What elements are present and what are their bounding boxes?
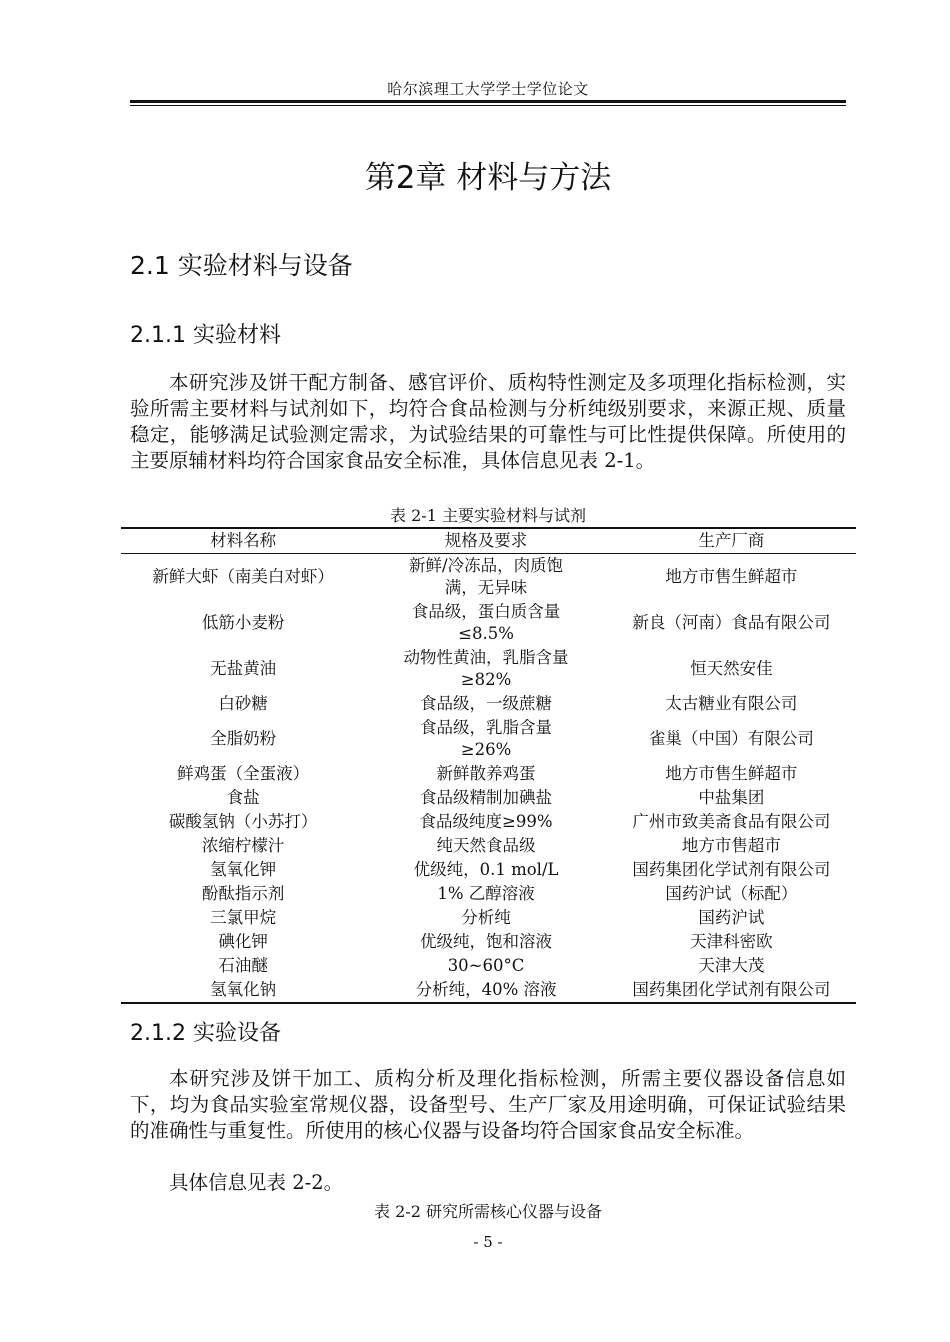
column-header: 生产厂商 (607, 528, 856, 554)
table-cell: 食品级，乳脂含量≥26% (420, 718, 553, 759)
table-row (121, 600, 856, 646)
table-row (121, 810, 856, 834)
table-cell: 天津大茂 (698, 956, 765, 975)
table-cell: 碳酸氢钠（小苏打） (168, 812, 318, 831)
equipment-paragraph-2: 具体信息见表 2-2。 (169, 1171, 344, 1194)
table-cell: 国药集团化学试剂有限公司 (607, 978, 856, 1003)
table-cell: 碘化钾 (218, 932, 268, 951)
table-cell: 动物性黄油，乳脂含量≥82% (403, 648, 569, 689)
table-cell: 雀巢（中国）有限公司 (648, 729, 814, 748)
table-row (121, 786, 856, 810)
table-row (121, 906, 856, 930)
table-caption-equipment: 表 2-2 研究所需核心仪器与设备 (374, 1202, 602, 1221)
chapter-title: 第2章 材料与方法 (364, 160, 612, 196)
table-cell: 恒天然安佳 (690, 659, 773, 678)
table-cell: 全脂奶粉 (210, 729, 277, 748)
subsection-title-materials: 2.1.1 实验材料 (130, 323, 281, 348)
table-cell: 纯天然食品级 (436, 836, 536, 855)
table-cell: 国药沪试 (698, 908, 765, 927)
table-cell: 地方市售超市 (681, 836, 781, 855)
table-cell: 分析纯，40% 溶液 (365, 978, 607, 1003)
table-cell: 食盐 (226, 788, 260, 807)
table-cell: 浓缩柠檬汁 (201, 836, 285, 855)
section-title: 2.1 实验材料与设备 (130, 251, 353, 280)
page-number: - 5 - (473, 1233, 503, 1251)
table-cell: 新良（河南）食品有限公司 (632, 613, 831, 632)
table-cell: 低筋小麦粉 (201, 613, 285, 632)
table-cell: 30~60°C (447, 956, 525, 975)
table-row (121, 882, 856, 906)
table-cell: 食品级，一级蔗糖 (420, 694, 553, 713)
table-cell: 石油醚 (218, 956, 268, 975)
table-cell: 无盐黄油 (210, 659, 277, 678)
column-header: 规格及要求 (365, 528, 607, 554)
table-cell: 白砂糖 (218, 694, 268, 713)
table-cell: 酚酞指示剂 (201, 884, 285, 903)
table-row (121, 858, 856, 882)
header-rule (130, 100, 846, 103)
page-header: 哈尔滨理工大学学士学位论文 (387, 80, 589, 98)
table-cell: 新鲜大虾（南美白对虾） (152, 567, 334, 586)
table-cell: 地方市售生鲜超市 (665, 567, 798, 586)
column-header: 材料名称 (121, 528, 365, 554)
table-cell: 国药沪试（标配） (665, 884, 798, 903)
subsection-title-equipment: 2.1.2 实验设备 (130, 1021, 281, 1046)
table-cell: 鲜鸡蛋（全蛋液） (177, 764, 310, 783)
table-cell: 地方市售生鲜超市 (665, 764, 798, 783)
table-cell: 食品级纯度≥99% (419, 812, 553, 831)
materials-table (121, 527, 856, 1004)
table-row (121, 646, 856, 692)
table-cell: 氢氧化钠 (121, 978, 365, 1003)
table-row (121, 978, 856, 1003)
table-cell: 三氯甲烷 (210, 908, 277, 927)
table-cell: 天津科密欧 (690, 932, 773, 951)
table-header-row (121, 528, 856, 554)
table-row (121, 554, 856, 601)
table-row (121, 762, 856, 786)
table-cell: 优级纯，0.1 mol/L (413, 860, 559, 879)
table-cell: 中盐集团 (698, 788, 765, 807)
materials-paragraph: 本研究涉及饼干配方制备、感官评价、质构特性测定及多项理化指标检测，实验所需主要材料与试剂如下，均符合食品检测与分析纯级别要求，来源正规、质量稳定，能够满足试验测定需求，为试验结果的可靠性与可比性提供保障。所使用的主要原辅材料均符合国家食品安全标准，具体信息见表 2-1。 (130, 371, 846, 472)
table-row (121, 834, 856, 858)
table-cell: 食品级，蛋白质含量≤8.5% (411, 602, 561, 643)
table-cell: 国药集团化学试剂有限公司 (632, 860, 831, 879)
table-cell: 1% 乙醇溶液 (437, 884, 535, 903)
table-row (121, 954, 856, 978)
table-cell: 新鲜散养鸡蛋 (436, 764, 536, 783)
table-cell: 太古糖业有限公司 (665, 694, 798, 713)
table-cell: 食品级精制加碘盐 (420, 788, 553, 807)
table-cell: 分析纯 (461, 908, 511, 927)
table-row (121, 930, 856, 954)
header-rule-thin (130, 105, 846, 106)
table-cell: 广州市致美斋食品有限公司 (632, 812, 831, 831)
table-row (121, 692, 856, 716)
table-cell: 氢氧化钾 (210, 860, 277, 879)
equipment-paragraph: 本研究涉及饼干加工、质构分析及理化指标检测，所需主要仪器设备信息如下，均为食品实验室常规仪器，设备型号、生产厂家及用途明确，可保证试验结果的准确性与重复性。所使用的核心仪器与设备均符合国家食品安全标准。 (130, 1067, 846, 1142)
table-row (121, 716, 856, 762)
table-caption-materials: 表 2-1 主要实验材料与试剂 (390, 506, 586, 525)
table-cell: 优级纯，饱和溶液 (420, 932, 553, 951)
table-cell: 新鲜/冷冻品，肉质饱满，无异味 (409, 556, 564, 597)
